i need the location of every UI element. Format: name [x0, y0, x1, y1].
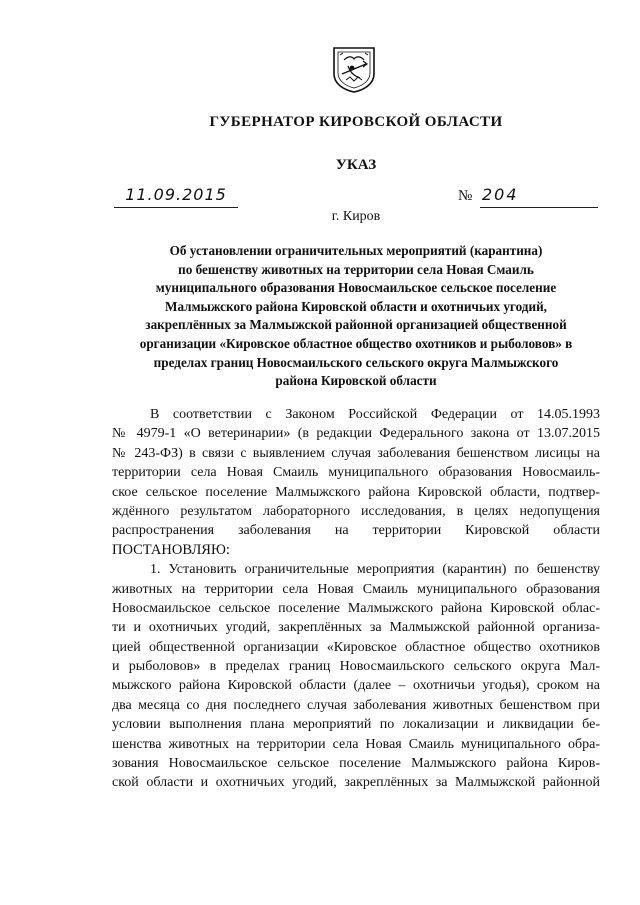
body-line: условии выполнения плана мероприятий по локализации и ликвидации бе-: [112, 717, 600, 733]
resolution-word: ПОСТАНОВЛЯЮ:: [112, 541, 230, 558]
city-label: г. Киров: [331, 209, 381, 224]
body-line: ское сельское поселение Малмыжского района Кировской области, подтвер-: [112, 484, 600, 500]
body-line: № 4979-1 «О ветеринарии» (в редакции Федерального закона от 13.07.2015: [112, 426, 600, 442]
heading-line: муниципального образования Новосмаильское сельское поселение: [155, 280, 557, 296]
body-line: мыжского района Кировской области (далее – охотничьи угодья), сроком на: [112, 678, 600, 694]
body-line: Новосмаильское сельское поселение Малмыжского района Кировской облас-: [112, 600, 600, 616]
body-line: цией общественной организации «Кировское областное общество охотников: [112, 639, 600, 655]
body-line: ти и охотничьих угодий, закреплённых за Малмыжской районной организа-: [112, 620, 600, 636]
body-line: В соответствии с Законом Российской Федерации от 14.05.1993: [150, 407, 600, 422]
body-line: территории села Новая Смаиль муниципального образования Новосмаиль-: [112, 465, 600, 481]
heading-line: пределах границ Новосмаильского сельского округа Малмыжского: [153, 354, 559, 370]
heading-line: Об установлении ограничительных мероприятий (карантина): [169, 243, 543, 258]
heading-line: закреплённых за Малмыжской районной организацией общественной: [145, 317, 567, 333]
body-line: зования Новосмаильское сельское поселение Малмыжского района Киров-: [112, 756, 600, 772]
date-field: [114, 185, 238, 208]
body-line: ской области и охотничьих угодий, закреплённых за Малмыжской районной: [112, 775, 600, 791]
body-line: № 243-ФЗ) в связи с выявлением случая заболевания бешенством лисицы на: [112, 445, 600, 461]
handwritten-date: 11.09.2015: [125, 185, 227, 204]
body-line: и рыболовов» в пределах границ Новосмаильского сельского округа Мал-: [112, 659, 600, 675]
number-field: [480, 185, 598, 208]
body-line: 1. Установить ограничительные мероприятия (карантин) по бешенству: [150, 562, 600, 578]
heading-line: организации «Кировское областное общество охотников и рыболовов» в: [139, 335, 573, 351]
body-line: два месяца со дня последнего случая заболевания животных бешенством при: [112, 697, 600, 713]
heading-line: по бешенству животных на территории села Новая Смаиль: [178, 261, 534, 277]
coat-of-arms-icon: [330, 44, 378, 94]
document-type: УКАЗ: [335, 157, 377, 173]
body-line: ждённого результатом лабораторного исследования, в целях недопущения: [112, 503, 600, 519]
body-line: шенства животных на территории села Новая Смаиль муниципального обра-: [112, 736, 600, 752]
number-sign: №: [458, 188, 473, 204]
handwritten-number: 204: [482, 185, 519, 204]
body-line: животных на территории села Новая Смаиль муниципального образования: [112, 581, 600, 597]
body-line: распространения заболевания на территории Кировской области: [112, 523, 600, 539]
document-heading: [112, 242, 600, 391]
heading-line: Малмыжского района Кировской области и охотничьих угодий,: [165, 298, 547, 314]
heading-line: района Кировской области: [275, 373, 437, 389]
issuer-title: ГУБЕРНАТОР КИРОВСКОЙ ОБЛАСТИ: [209, 114, 503, 130]
document-body: [112, 405, 600, 793]
